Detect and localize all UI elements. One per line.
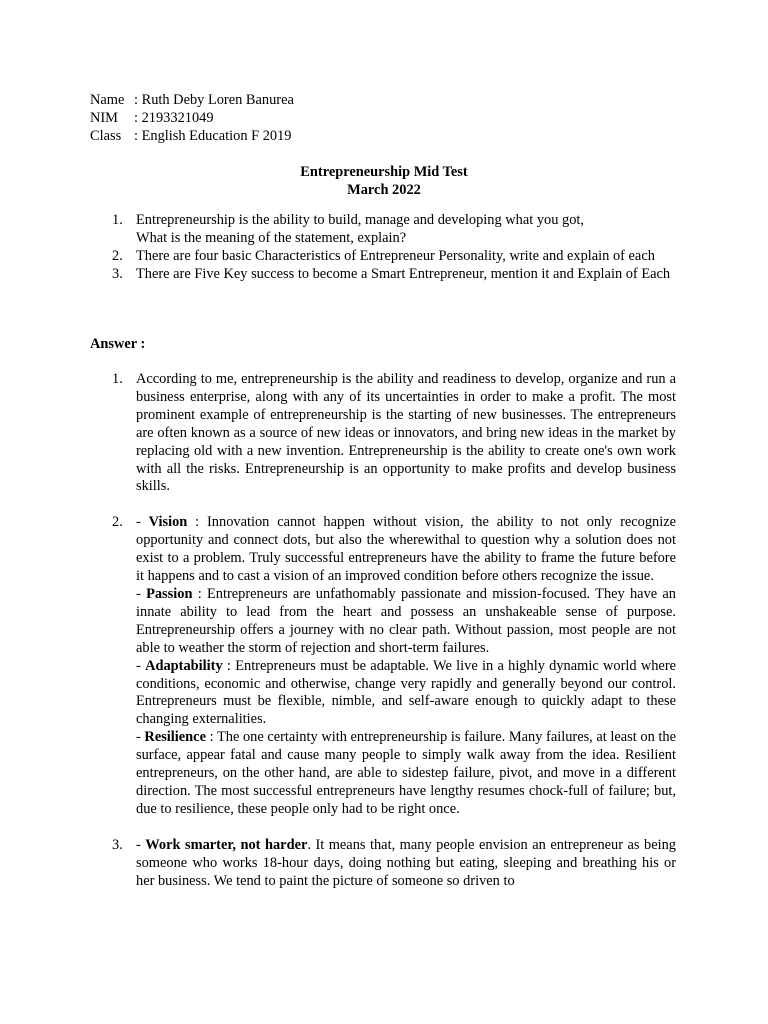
trait-term: Vision — [148, 514, 188, 531]
spacer — [90, 819, 676, 837]
key-success-work-smarter — [136, 837, 676, 891]
nim-label: NIM — [90, 110, 118, 126]
trait-dash: - — [136, 585, 147, 602]
trait-passion — [136, 586, 676, 658]
key-dash: - — [136, 836, 146, 853]
spacer — [90, 496, 676, 514]
trait-text: : Entrepreneurs must be adaptable. We live in a highly dynamic world where conditions, economic and otherwise, change very rapidly and generally beyond our control. Entrepreneurs must be flexible, nimble, and self-aware enough to quickly adapt to these changing externalities. — [136, 657, 676, 728]
title-line-2: March 2022 — [347, 181, 421, 198]
answer-number: 1. — [112, 371, 123, 387]
trait-vision — [136, 514, 676, 586]
question-number: 1. — [112, 212, 123, 228]
answer-number: 2. — [112, 514, 123, 531]
question-text: There are Five Key success to become a Smart Entrepreneur, mention it and Explain of Each — [136, 265, 671, 282]
trait-dash: - — [136, 514, 149, 531]
key-text: . It means that, many people envision an entrepreneur as being someone who works 18-hour days, doing nothing but eating, sleeping and breathing his or her business. We tend to paint the picture of someone so driven to — [136, 836, 676, 889]
question-text: There are four basic Characteristics of Entrepreneur Personality, write and explain of each — [136, 247, 655, 264]
trait-dash: - — [136, 729, 145, 746]
key-term: Work smarter, not harder — [145, 836, 308, 853]
trait-text: : Entrepreneurs are unfathomably passionate and mission-focused. They have an innate ability to lead from the heart and possess an unshakeable sense of purpose. Entrepreneurship offers a journey with no clear path. Without passion, most people are not able to weather the storm of rejection and short-term failures. — [136, 585, 676, 656]
name-value: : Ruth Deby Loren Banurea — [134, 92, 294, 108]
answer-item-2 — [90, 514, 676, 818]
class-value: : English Education F 2019 — [134, 128, 292, 144]
trait-term: Passion — [146, 585, 193, 602]
question-item — [90, 212, 676, 248]
class-label: Class — [90, 128, 122, 144]
answer-item-3 — [90, 837, 676, 891]
trait-term: Resilience — [144, 729, 206, 746]
name-label: Name — [90, 92, 125, 108]
title-line-1: Entrepreneurship Mid Test — [300, 164, 468, 180]
trait-term: Adaptability — [145, 657, 223, 674]
answer-text: According to me, entrepreneurship is the ability and readiness to develop, organize and run a business enterprise, along with any of its uncertainties in order to make a profit. The most prominent example of entrepreneurship is the starting of new businesses. The entrepreneurs are often known as a source of new ideas or innovators, and bring new ideas in the market by replacing old with a new invention. Entrepreneurship is the ability to create one's own work with all the risks. Entrepreneurship is an opportunity to make profits and develop business skills. — [136, 371, 676, 495]
answer-list — [90, 371, 676, 890]
question-item — [90, 248, 676, 266]
question-item — [90, 266, 676, 284]
trait-resilience — [136, 729, 676, 819]
name-row — [90, 92, 294, 110]
answer-number: 3. — [112, 836, 123, 853]
question-list — [90, 212, 676, 284]
class-row — [90, 128, 294, 146]
question-text-line-2: What is the meaning of the statement, explain? — [136, 229, 407, 246]
trait-adaptability — [136, 658, 676, 730]
student-info — [90, 92, 294, 146]
answer-item-1 — [90, 371, 676, 496]
nim-row — [90, 110, 294, 128]
trait-text: : Innovation cannot happen without vision, the ability to not only recognize opportunity and connect dots, but also the wherewithal to question why a solution does not exist to a problem. Truly successful entrepreneurs have the ability to frame the future before it happens and to cast a vision of an improved condition before others recognize the issue. — [136, 514, 676, 585]
question-number: 3. — [112, 265, 123, 282]
trait-dash: - — [136, 657, 146, 674]
nim-value: : 2193321049 — [134, 110, 214, 126]
trait-text: : The one certainty with entrepreneurship is failure. Many failures, at least on the surface, appear fatal and cause many people to simply walk away from the idea. Resilient entrepreneurs, on the other hand, are able to sidestep failure, pivot, and move in a different direction. The most successful entrepreneurs have lengthy resumes chock-full of failure; but, due to resilience, these people only had to be right once. — [136, 729, 677, 817]
question-text-line-1: Entrepreneurship is the ability to build, manage and developing what you got, — [136, 212, 585, 228]
answer-heading: Answer : — [90, 336, 146, 352]
question-number: 2. — [112, 247, 123, 264]
page-title — [0, 164, 768, 199]
